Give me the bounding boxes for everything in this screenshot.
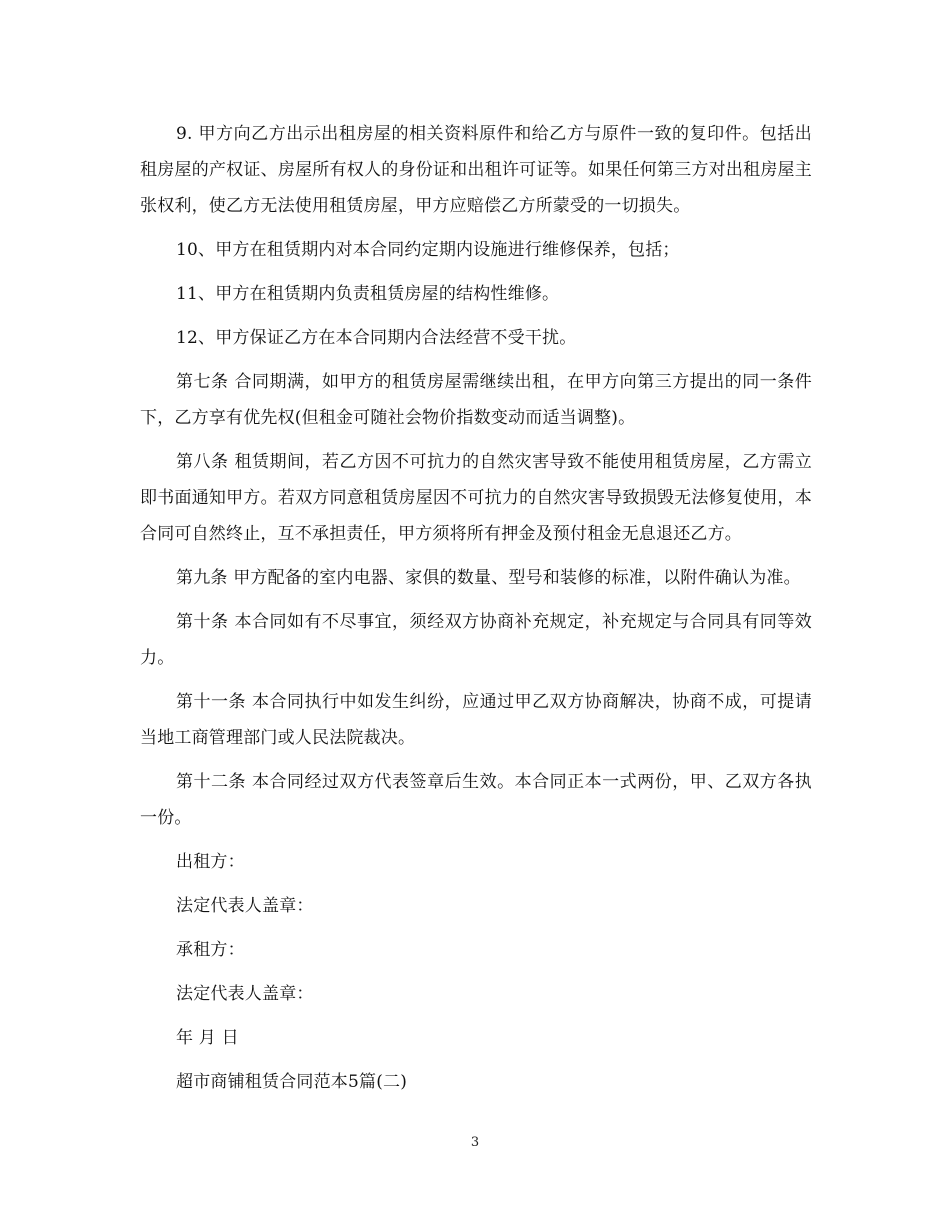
paragraph-item-12: 12、甲方保证乙方在本合同期内合法经营不受干扰。	[176, 328, 577, 348]
paragraph-article-8: 第八条 租赁期间，若乙方因不可抗力的自然灾害导致不能使用租赁房屋，乙方需立即书面通知甲方。若双方同意租赁房屋因不可抗力的自然灾害导致损毁无法修复使用，本合同可自然终止，互不承担责任，甲方须将所有押金及预付租金无息退还乙方。	[140, 452, 812, 544]
paragraph-article-12: 第十二条 本合同经过双方代表签章后生效。本合同正本一式两份，甲、乙双方各执一份。	[140, 772, 812, 828]
document-body	[140, 116, 812, 1108]
paragraph-item-9: 9. 甲方向乙方出示出租房屋的相关资料原件和给乙方与原件一致的复印件。包括出租房屋的产权证、房屋所有权人的身份证和出租许可证等。如果任何第三方对出租房屋主张权利，使乙方无法使用租赁房屋，甲方应赔偿乙方所蒙受的一切损失。	[140, 124, 812, 216]
paragraph-item-10: 10、甲方在租赁期内对本合同约定期内设施进行维修保养，包括；	[176, 240, 680, 260]
next-section-title: 超市商铺租赁合同范本5篇(二)	[176, 1072, 408, 1092]
date-label: 年 月 日	[176, 1028, 239, 1048]
lessee-seal-label: 法定代表人盖章：	[176, 984, 314, 1004]
lessor-label: 出租方：	[176, 852, 245, 872]
paragraph-article-11: 第十一条 本合同执行中如发生纠纷，应通过甲乙双方协商解决，协商不成，可提请当地工商管理部门或人民法院裁决。	[140, 692, 812, 748]
paragraph-item-11: 11、甲方在租赁期内负责租赁房屋的结构性维修。	[176, 284, 560, 304]
page-number: 3	[470, 1135, 480, 1150]
lessee-label: 承租方：	[176, 940, 245, 960]
paragraph-article-9: 第九条 甲方配备的室内电器、家俱的数量、型号和装修的标准，以附件确认为准。	[176, 568, 801, 588]
lessor-seal-label: 法定代表人盖章：	[176, 896, 314, 916]
paragraph-article-7: 第七条 合同期满，如甲方的租赁房屋需继续出租，在甲方向第三方提出的同一条件下，乙方享有优先权(但租金可随社会物价指数变动而适当调整)。	[140, 372, 812, 428]
paragraph-article-10: 第十条 本合同如有不尽事宜，须经双方协商补充规定，补充规定与合同具有同等效力。	[140, 612, 812, 668]
